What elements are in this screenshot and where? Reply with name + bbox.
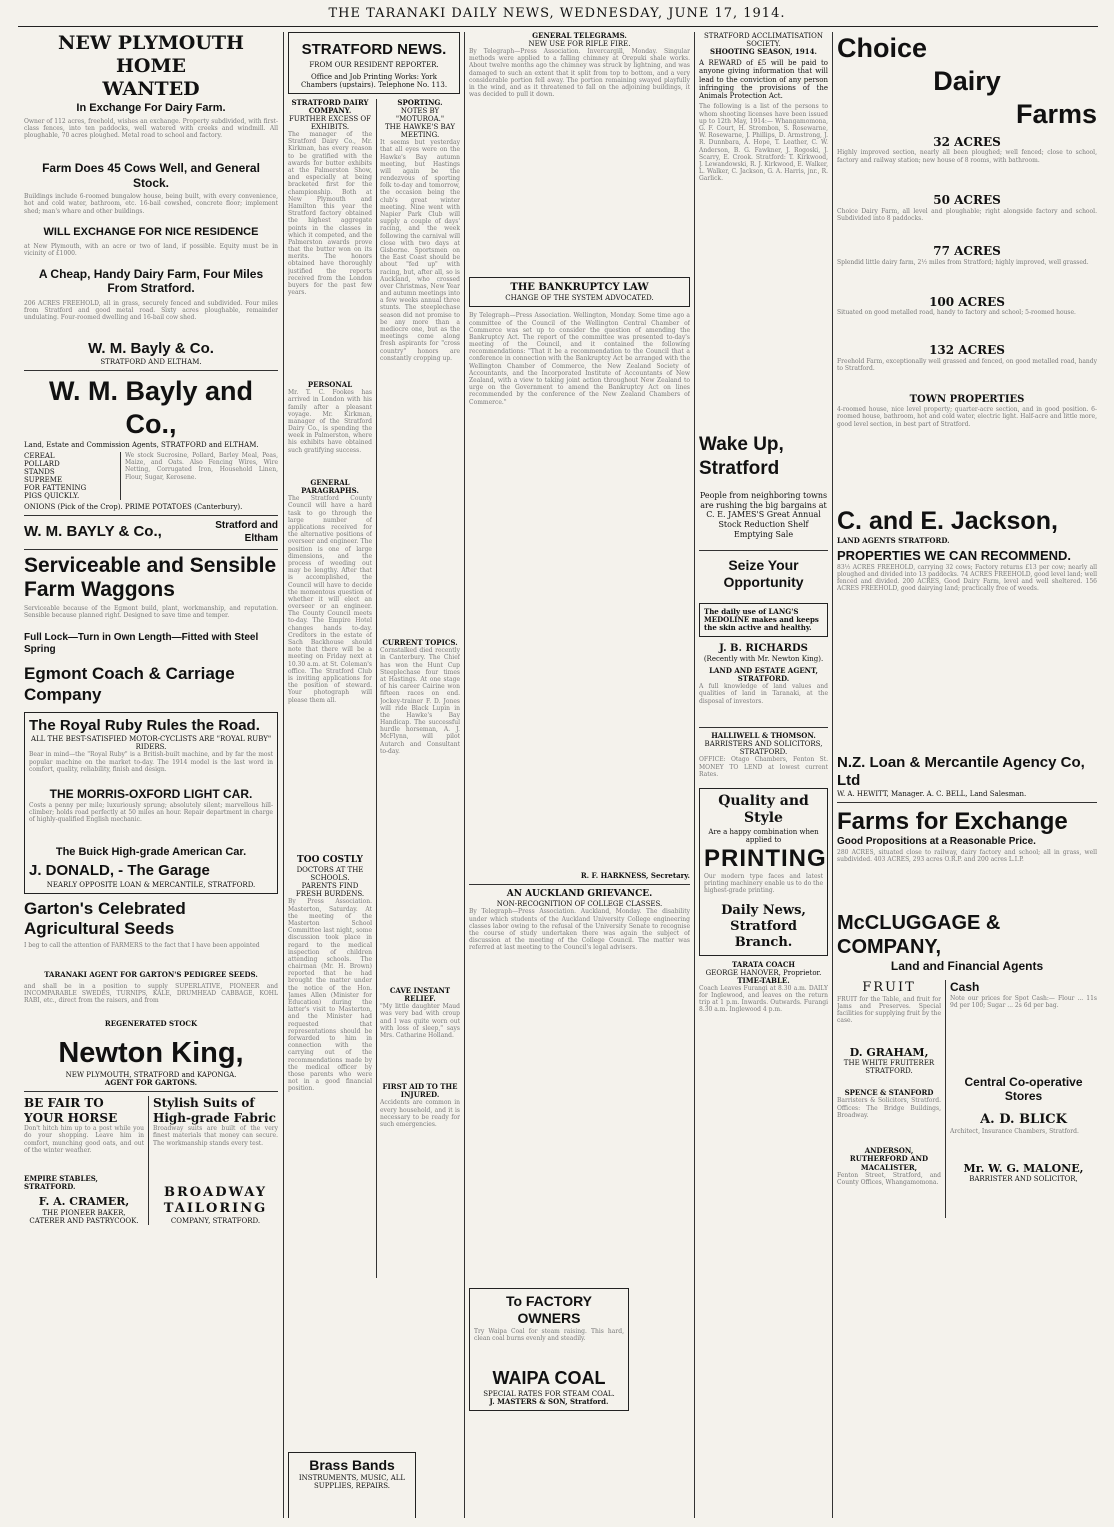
tarata-coach: TARATA COACH xyxy=(731,959,796,969)
dairy-co-sub: FURTHER EXCESS OF EXHIBITS. xyxy=(288,115,371,132)
too-costly: TOO COSTLY xyxy=(297,855,363,866)
timetable: TIME-TABLE. xyxy=(737,975,790,985)
cash: Cash xyxy=(950,980,980,995)
wake-up: Wake Up, Stratford xyxy=(699,434,784,480)
brass-bands: Brass Bands xyxy=(309,1457,395,1473)
cheap-farm-heading: A Cheap, Handy Dairy Farm, Four Miles From Stratford. xyxy=(38,266,264,296)
farm45-body: Buildings include 6-roomed bungalow house, being built, with every convenience, hot and cold water, bathroom, etc. 16-bail cowshed, concrete floor; implement shed; man's whare and other buildings. xyxy=(24,193,278,215)
full-lock: Full Lock—Turn in Own Length—Fitted with Steel Spring xyxy=(24,632,259,656)
bayly-small: W. M. Bayly & Co. xyxy=(88,339,214,357)
dairy: Dairy xyxy=(933,65,1001,96)
malone-sub: BARRISTER AND SOLICITOR, xyxy=(969,1175,1078,1184)
fruit: FRUIT xyxy=(862,980,916,996)
column-3: GENERAL TELEGRAMS. NEW USE FOR RIFLE FIRE. By Telegraph—Press Association. Invercargill, Monday. Singular methods were applied to a falling chimney at Orepuki shale works. About twelve months ago the chimney was struck by lightning, and was damaged to such an extent that it split from top to bottom, and a very considerable portion fell away. The portion remaining swayed playfully in the wind, and as it threatened to fall on the adjoining buildings, it was decided to pull it down. THE BANKRUPTCY LAW CHANGE OF THE SYSTEM ADVOCATED. By Telegraph—Press Association. Wellington, Monday. Some time ago a committee of the Council of the Wellington Central Chamber of Commerce was set up to consider the question of amending the Bankruptcy Act. The report of the committee was presented to-day's meeting of the Council, and it contained the following recommendations: "That it be a recommendation to the Council that a conference in connection with the Bankruptcy Act be arranged with the Wellington Chamber of Commerce, the New Zealand Society of Accountants, and the Incorporated Institute of Accountants of New Zealand, with a view to taking joint action throughout New Zealand to urge on the Government to amend the Bankruptcy Act on lines recommended by the conference of the New Zealand Chambers of Commerce." R. F. HARKNESS, Secretary. AN AUCKLAND GRIEVANCE. NON-RECOGNITION OF COLLEGE CLASSES. By Telegraph—Press Association. Auckland, Monday. The disability under which students of the Auckland University College engineering classes labor owing to the refusal of the University Senate to recognise the course of study undertaken there was again the subject of discussion at the meeting of the College Council. The matter was referred at last meeting to the Council's legal advisers. To FACTORY OWNERS Try Waipa Coal for steam raising. This hard, clean coal burns evenly and steadily. WAIPA COAL SPECIAL RATES FOR STEAM COAL. J. MASTERS & SON, Stratford. xyxy=(469,32,690,1518)
acres-100: 100 ACRES xyxy=(929,294,1005,309)
central-coop: Central Co-operative Stores xyxy=(964,1074,1083,1104)
garton-title: Garton's Celebrated Agricultural Seeds xyxy=(24,898,186,939)
acres-50: 50 ACRES xyxy=(933,193,1001,208)
home-body: Owner of 112 acres, freehold, wishes an exchange. Property subdivided, with first-class fences, into ten paddocks, well watered with creeks and windmill. All ploughable, 70 acres ploughed. Metal road to school and factory. xyxy=(24,117,278,140)
rifle-sub: NEW USE FOR RIFLE FIRE. xyxy=(528,40,631,49)
egmont-coach: Egmont Coach & Carriage Company xyxy=(24,664,235,705)
bayly-big: W. M. Bayly and Co., xyxy=(48,376,254,440)
hawkes-sub: THE HAWKE'S BAY MEETING. xyxy=(385,123,455,140)
exchange-body: at New Plymouth, with an acre or two of land, if possible. Equity must be in vicinity of £1000. xyxy=(24,242,278,257)
home-subtitle: In Exchange For Dairy Farm. xyxy=(76,101,226,114)
land-estate-agent: LAND AND ESTATE AGENT, STRATFORD. xyxy=(709,666,818,684)
hewitt: W. A. HEWITT, Manager. A. C. BELL, Land Salesman. xyxy=(837,790,1027,799)
town-properties: TOWN PROPERTIES xyxy=(909,393,1025,405)
acres-32: 32 ACRES xyxy=(933,134,1001,149)
column-divider xyxy=(832,32,833,1518)
wg-malone: Mr. W. G. MALONE, xyxy=(963,1161,1084,1175)
masters: J. MASTERS & SON, Stratford. xyxy=(489,1396,609,1406)
taranaki-agent: TARANAKI AGENT FOR GARTON'S PEDIGREE SEEDS. xyxy=(44,970,258,980)
column-1: NEW PLYMOUTH HOME WANTED In Exchange For Dairy Farm. Owner of 112 acres, freehold, wishes an exchange. Property subdivided, with first-class fences, into ten paddocks, well watered with creeks and windmill. All ploughable, 70 acres ploughed. Metal road to school and factory. Farm Does 45 Cows Well, and General Stock. Buildings include 6-roomed bungalow house, being built, with every convenience, hot and cold water, bathroom, etc. 16-bail cowshed, concrete floor; implement shed; man's whare and other buildings. WILL EXCHANGE FOR NICE RESIDENCE at New Plymouth, with an acre or two of land, if possible. Equity must be in vicinity of £1000. A Cheap, Handy Dairy Farm, Four Miles From Stratford. 206 ACRES FREEHOLD, all in grass, securely fenced and subdivided. Four miles from Stratford and good metal road. Sixty acres ploughable, remainder undulating. Four-roomed dwelling and 16-bail cow shed. W. M. Bayly & Co. STRATFORD AND ELTHAM. W. M. Bayly and Co., Land, Estate and Commission Agents, STRATFORD and ELTHAM. CEREAL POLLARD STANDS SUPREME FOR FATTENING PIGS QUICKLY. We stock Sucrosine, Pollard, Barley Meal, Peas, Maize, and Oats. Also Fencing Wires, Wire Netting, Corrugated Iron, Household Linen, Flour, Sugar, Kerosene. ONIONS (Pick of the Crop). PRIME POTATOES (Canterbury). W. M. BAYLY & Co., Stratford and Eltham Serviceable and Sensible Farm Waggons Serviceable because of the Egmont build, plant, workmanship, and reputation. Sensible because planned right. Designed to save time and temper. Full Lock—Turn in Own Length—Fitted with Steel Spring Egmont Coach & Carriage Company The Royal Ruby Rules the Road. ALL THE BEST-SATISFIED MOTOR-CYCLISTS ARE "ROYAL RUBY" RIDERS. Bear in mind—the "Royal Ruby" is a British-built machine, and by far the most popular machine on the market to-day. The 1914 model is the last word in comfort, quality, reliability, finish and design. THE MORRIS-OXFORD LIGHT CAR. Costs a penny per mile; luxuriously sprung; absolutely silent; marvellous hill-climber; holds road perfectly at 50 miles an hour. Repair department in charge of highly-qualified English mechanic. The Buick High-grade American Car. J. DONALD, - The Garage NEARLY OPPOSITE LOAN & MERCANTILE, STRATFORD. Garton's Celebrated Agricultural Seeds I beg to call the attention of FARMERS to the fact that I have been appointed TARANAKI AGENT FOR GARTON'S PEDIGREE SEEDS. and shall be in a position to supply SUPERLATIVE, PIONEER and INCOMPARABLE SWEDES, TURNIPS, KALE, DRUMHEAD CABBAGE, KOHL RABI, etc., direct from the raisers, and from REGENERATED STOCK Newton King, NEW PLYMOUTH, STRATFORD and KAPONGA. AGENT FOR GARTONS. BE FAIR TO YOUR HORSE Don't hitch him up to a post while you do your shopping. Leave him in comfort, munching good oats, and out of the winter weather. EMPIRE STABLES, STRATFORD. F. A. CRAMER, THE PIONEER BAKER, CATERER AND PASTRYCOOK. Stylish Suits of High-grade Fabric Broadway suits are built of the very finest materials that money can secure. The workmanship stands every test. BROADWAY TAILORING COMPANY, STRATFORD. xyxy=(24,32,278,1225)
acres-77: 77 ACRES xyxy=(933,244,1001,259)
empire-stables: EMPIRE STABLES, STRATFORD. xyxy=(24,1174,98,1192)
column-2: STRATFORD NEWS. FROM OUR RESIDENT REPORTER. Office and Job Printing Works: York Chambers (upstairs). Telephone No. 113. STRATFORD DAIRY COMPANY. FURTHER EXCESS OF EXHIBITS. The manager of the Stratford Dairy Co., Mr. Kirkman, has every reason to be gratified with the awards for butter exhibits at the Palmerston Show, and especially at being bracketed first for the championship. Both at New Plymouth and Hamilton this year the Stratford factory obtained the highest aggregate points in the classes in which it competed, and the Palmerston awards prove that the butter won on its merits. The honors obtained have thoroughly justified the reports received from the London buyers for the past few years. PERSONAL Mr. T. C. Fookes has arrived in London with his family after a pleasant voyage. Mr. Kirkman, manager of the Stratford Dairy Co., is spending the week in Palmerston, where his exhibits have obtained such gratifying success. GENERAL PARAGRAPHS. The Stratford County Council will have a hard task to go through the large number of applications received for the alternative positions of overseer and engineer. The position is one of large dimensions, and the process of weeding out may be lengthy. After that is accomplished, the Council will have to decide the momentous question of whether it will elect an overseer or an engineer. The County Council meets to-day. The Empire Hotel changes hands to-day. Creditors in the estate of Sach Backhouse should note that there will be a meeting on Friday next at 10.30 a.m. at St. Coleman's office. The Stratford Club is inviting applications for the position of steward. Your photograph will please them all. TOO COSTLY DOCTORS AT THE SCHOOLS. PARENTS FIND FRESH BURDENS. By Press Association. Masterton, Saturday. At the meeting of the Masterton School Committee last night, some discussion took place in regard to the medical inspection of children attending schools. The chairman (Mr. H. Brown) reported that he had brought the matter under the notice of the Hon. James Allen (Minister for Education) during the latter's visit to Masterton, and the Minister had requested that representations should be forwarded to him in connection with the carrying out of the recommendations made by the medical officer by those parents who were not in a good financial position. SPORTING. NOTES BY "MOTUROA." THE HAWKE'S BAY MEETING. It seems but yesterday that all eyes were on the Hawke's Bay autumn meeting, but Hastings will again be the rendezvous of sporting folk to-day and tomorrow, the occasion being the club's great winter meeting. Nine went with Napier Park Club will supply a couple of days' racing, and the week following the carnival will close with two days at Gisborne. Sportsmen on the East Coast should be about "fed up" with racing, but, after all, so is Auckland, who crossed over Christmas, New Year and autumn meetings into a few weeks annual three stunts. The steeplechase season did not promise to be any more than a mediocre one, but as the meetings come along fresh aspirants for "cross country" honors are constantly cropping up. CURRENT TOPICS. Cornstalked died recently in Canterbury. The Chief has won the Hunt Cup Steeplechase four times at Hastings. At one stage of his career Cairine won fifteen races on end. Jockey-trainer F. D. Jones will ride Black Lupin in the Hawke's Bay Handicap. The successful hurdle horseman, A. J. McFlynn, will pilot Autarch and Consultant to-day. CAVE INSTANT RELIEF. "My little daughter Maud was very bad with croup and I was quite worn out with loss of sleep," says Mrs. Catharine Holland. FIRST AID TO THE INJURED. Accidents are common in every household, and it is necessary to be ready for such emergencies. Brass Bands INSTRUMENTS, MUSIC, ALL SUPPLIES, REPAIRS. xyxy=(288,32,460,1518)
ruby-sub: ALL THE BEST-SATISFIED MOTOR-CYCLISTS ARE "ROYAL RUBY" RIDERS. xyxy=(30,735,272,752)
happy-combo: Are a happy combination when applied to xyxy=(708,827,819,844)
printing-ad: Quality and Style Are a happy combination when applied to PRINTING Our modern type faces and latest printing machinery enable us to do the highest-grade printing. Daily News, Stratford Branch. xyxy=(699,788,828,955)
regenerated-stock: REGENERATED STOCK xyxy=(104,1018,198,1028)
column-divider xyxy=(283,32,284,1518)
newton-king: Newton King, xyxy=(58,1036,244,1069)
be-fair: BE FAIR TO YOUR HORSE xyxy=(24,1096,118,1125)
newton-sub: NEW PLYMOUTH, STRATFORD and KAPONGA. xyxy=(65,1070,237,1079)
gen-telegrams: GENERAL TELEGRAMS. xyxy=(532,32,627,40)
exchange-residence: WILL EXCHANGE FOR NICE RESIDENCE xyxy=(43,226,259,239)
farms: Farms xyxy=(1015,98,1097,129)
seize-opportunity: Seize Your Opportunity xyxy=(723,556,804,590)
royal-ruby-ad: The Royal Ruby Rules the Road. ALL THE BEST-SATISFIED MOTOR-CYCLISTS ARE "ROYAL RUBY" RIDERS. Bear in mind—the "Royal Ruby" is a British-built machine, and by far the most popular machine on the market to-day. The 1914 model is the last word in comfort, quality, reliability, finish and design. THE MORRIS-OXFORD LIGHT CAR. Costs a penny per mile; luxuriously sprung; absolutely silent; marvellous hill-climber; holds road perfectly at 50 miles an hour. Repair department in charge of highly-qualified English mechanic. The Buick High-grade American Car. J. DONALD, - The Garage NEARLY OPPOSITE LOAN & MERCANTILE, STRATFORD. xyxy=(24,712,278,894)
mccl-sub: Land and Financial Agents xyxy=(890,959,1044,974)
doctors-sub: DOCTORS AT THE SCHOOLS. xyxy=(296,866,364,883)
parents-sub: PARENTS FIND FRESH BURDENS. xyxy=(295,882,365,899)
stylish-suits: Stylish Suits of High-grade Fabric xyxy=(153,1096,276,1125)
ad-blick: A. D. BLICK xyxy=(980,1111,1067,1127)
jackson-sub: LAND AGENTS STRATFORD. xyxy=(837,535,950,545)
cramer-sub: THE PIONEER BAKER, CATERER AND PASTRYCOOK. xyxy=(29,1208,139,1225)
waipa-sub: SPECIAL RATES FOR STEAM COAL. xyxy=(483,1389,615,1398)
buick-car: The Buick High-grade American Car. xyxy=(55,845,247,858)
sporting-heading: SPORTING. xyxy=(397,97,443,107)
ce-jackson: C. and E. Jackson, xyxy=(837,507,1058,536)
bayly-stock: We stock Sucrosine, Pollard, Barley Meal, Peas, Maize, and Oats. Also Fencing Wires, Wire Netting, Corrugated Iron, Household Linen, Flour, Sugar, Kerosene. xyxy=(120,452,278,500)
donald-sub: NEARLY OPPOSITE LOAN & MERCANTILE, STRATFORD. xyxy=(46,880,256,889)
personal-heading: PERSONAL xyxy=(307,380,353,390)
printing: PRINTING xyxy=(704,844,827,872)
office-line: Office and Job Printing Works: York Chambers (upstairs). Telephone No. 113. xyxy=(300,72,448,89)
bayly-line: W. M. BAYLY & Co., xyxy=(24,523,162,541)
mccluggage: McCLUGGAGE & COMPANY, xyxy=(837,911,1001,959)
morris-oxford: THE MORRIS-OXFORD LIGHT CAR. xyxy=(49,787,253,802)
cereal-list: CEREAL POLLARD STANDS SUPREME FOR FATTENING PIGS QUICKLY. xyxy=(24,452,87,501)
first-aid: FIRST AID TO THE INJURED. xyxy=(382,1082,458,1100)
barristers: BARRISTERS AND SOLICITORS, STRATFORD. xyxy=(704,740,823,757)
broadway-sub: COMPANY, STRATFORD. xyxy=(170,1217,261,1225)
waggons-body: Serviceable because of the Egmont build, plant, workmanship, and reputation. Sensible because planned right. Designed to save time and temper. xyxy=(24,605,278,620)
stratford-news-title: STRATFORD NEWS. xyxy=(301,41,447,58)
anderson: ANDERSON, RUTHERFORD AND MACALISTER, xyxy=(849,1146,929,1172)
ruby-title: The Royal Ruby Rules the Road. xyxy=(29,716,260,734)
home-wanted: WANTED xyxy=(102,78,200,101)
waipa-coal: WAIPA COAL xyxy=(492,1367,606,1388)
column-5: Choice Dairy Farms 32 ACRES Highly improved section, nearly all been ploughed; well fenced; close to school, factory and railway station; new house of 8 rooms, with bathroom. 50 ACRES Choice Dairy Farm, all level and ploughable; right alongside factory and school. Subdivided into 8 paddocks. 77 ACRES Splendid little dairy farm, 2½ miles from Stratford; highly improved, well grassed. 100 ACRES Situated on good metalled road, handy to factory and school; 5-roomed house. 132 ACRES Freehold Farm, exceptionally well grassed and fenced, on good metalled road, handy to Stratford. TOWN PROPERTIES 4-roomed house, nice level property; quarter-acre section, and in good position. 6-roomed house, bathroom, hot and cold water, electric light. Half-acre and little more, good level section, in best part of Stratford. C. and E. Jackson, LAND AGENTS STRATFORD. PROPERTIES WE CAN RECOMMEND. 83½ ACRES FREEHOLD, carrying 32 cows; Factory returns £13 per cow; nearly all ploughed and divided into 13 paddocks. 74 ACRES FREEHOLD, good level land; well fenced and divided. 200 ACRES, Good Dairy Farm, level and well sheltered. 156 ACRES FREEHOLD, good dairying land; practically free of weeds. N.Z. Loan & Mercantile Agency Co, Ltd W. A. HEWITT, Manager. A. C. BELL, Land Salesman. Farms for Exchange Good Propositions at a Reasonable Price. 280 ACRES, situated close to railway, dairy factory and school; all in grass, well subdivided. 403 ACRES, 293 acres O.R.P. and 200 acres L.I.P. McCLUGGAGE & COMPANY, Land and Financial Agents FRUIT FRUIT for the Table, and fruit for Jams and Preserves. Special facilities for supplying fruit by the case. D. GRAHAM, THE WHITE FRUITERER STRATFORD. SPENCE & STANFORD Barristers & Solicitors, Stratford. Offices: The Bridge Buildings, Broadway. ANDERSON, RUTHERFORD AND MACALISTER, Fenton Street, Stratford, and County Offices, Whangamomona. Cash Note our prices for Spot Cash:— Flour ... 11s 9d per 100; Sugar ... 2s 6d per bag. Central Co-operative Stores A. D. BLICK Architect, Insurance Chambers, Stratford. Mr. W. G. MALONE, BARRISTER AND SOLICITOR, xyxy=(837,32,1097,1518)
people-rushing: People from neighboring towns are rushing the big bargains at C. E. JAMES'S Great Annual Stock Reduction Shelf Emptying Sale xyxy=(699,490,828,539)
brass-sub: INSTRUMENTS, MUSIC, ALL SUPPLIES, REPAIRS. xyxy=(298,1474,406,1491)
farm45-heading: Farm Does 45 Cows Well, and General Stock. xyxy=(42,160,260,190)
dairy-co-heading: STRATFORD DAIRY COMPANY. xyxy=(291,97,369,115)
bayly-line-sub: Stratford and Eltham xyxy=(215,520,278,544)
halliwell: HALLIWELL & THOMSON. xyxy=(711,731,816,741)
farms-exchange: Farms for Exchange xyxy=(837,808,1068,836)
daily-news-branch: Daily News, Stratford Branch. xyxy=(721,902,806,950)
general-paragraphs: GENERAL PARAGRAPHS. xyxy=(301,478,359,496)
moturoa-sub: NOTES BY "MOTUROA." xyxy=(395,106,445,124)
graham: D. GRAHAM, xyxy=(849,1045,929,1059)
acres-132: 132 ACRES xyxy=(929,343,1005,358)
bankruptcy-sub: CHANGE OF THE SYSTEM ADVOCATED. xyxy=(505,294,654,303)
broadway: BROADWAY TAILORING xyxy=(163,1185,268,1217)
choice: Choice xyxy=(837,33,928,63)
grievance-sub: NON-RECOGNITION OF COLLEGE CLASSES. xyxy=(496,900,663,909)
quality-style: Quality and Style xyxy=(718,793,809,827)
reward-notice: A REWARD of £5 will be paid to anyone giving information that will lead to the conviction of any person infringing the provisions of the Animals Protection Act. xyxy=(699,59,828,101)
spence-stanford: SPENCE & STANFORD xyxy=(844,1088,934,1098)
harkness: R. F. HARKNESS, Secretary. xyxy=(580,871,690,881)
recommend: PROPERTIES WE CAN RECOMMEND. xyxy=(837,547,1072,563)
graham-sub: THE WHITE FRUITERER STRATFORD. xyxy=(843,1059,935,1076)
bayly-agents: Land, Estate and Commission Agents, STRATFORD and ELTHAM. xyxy=(24,441,259,450)
richards-sub: (Recently with Mr. Newton King). xyxy=(703,655,824,664)
waggons-title: Serviceable and Sensible Farm Waggons xyxy=(24,553,277,601)
good-propositions: Good Propositions at a Reasonable Price. xyxy=(837,836,1036,848)
brass-bands-ad xyxy=(288,1452,416,1518)
bankruptcy-law: THE BANKRUPTCY LAW xyxy=(510,282,649,294)
waipa-coal-ad: To FACTORY OWNERS Try Waipa Coal for steam raising. This hard, clean coal burns evenly and steadily. WAIPA COAL SPECIAL RATES FOR STEAM COAL. J. MASTERS & SON, Stratford. xyxy=(469,1288,629,1410)
jb-richards: J. B. RICHARDS xyxy=(719,642,808,654)
bayly-small-sub: STRATFORD AND ELTHAM. xyxy=(100,358,202,367)
cave-relief: CAVE INSTANT RELIEF. xyxy=(389,986,451,1004)
accl-society: STRATFORD ACCLIMATISATION SOCIETY. xyxy=(704,32,823,49)
stratford-news-sub: FROM OUR RESIDENT REPORTER. xyxy=(309,61,439,70)
nz-loan: N.Z. Loan & Mercantile Agency Co, Ltd xyxy=(837,753,1085,789)
masthead: THE TARANAKI DAILY NEWS, WEDNESDAY, JUNE 17, 1914. xyxy=(328,6,786,21)
cheap-farm-body: 206 ACRES FREEHOLD, all in grass, securely fenced and subdivided. Four miles from Stratford and good metal road. Sixty acres ploughable, remainder undulating. Four-roomed dwelling and 16-bail cow shed. xyxy=(24,299,278,322)
factory-owners: To FACTORY OWNERS xyxy=(505,1293,593,1327)
column-divider xyxy=(464,32,465,1518)
donald-garage: J. DONALD, - The Garage xyxy=(29,862,210,880)
newton-agent: AGENT FOR GARTONS. xyxy=(104,1077,198,1087)
column-divider xyxy=(694,32,695,1518)
column-4: STRATFORD ACCLIMATISATION SOCIETY. SHOOTING SEASON, 1914. A REWARD of £5 will be paid to anyone giving information that will lead to the conviction of any person infringing the provisions of the Animals Protection Act. The following is a list of the persons to whom shooting licenses have been issued up to 12th May, 1914:— Whangamomona, G. F. Court, H. Strombon, S. Rosewarne, W. Rosewarne, J. Phillips, D. Armstrong, J. R. Dunnbara, A. Hope, T. Leather, C. W. Anderson, B. G. Fawkner, J. Rogoski, J. Scarry, E. Crook. Stratford: T. Kirkwood, J. Lewandowski, R. J. Kirkwood, E. Walker, L. Walker, C. Jackson, G. A. Harris, jnr., R. Garlick. Wake Up, Stratford People from neighboring towns are rushing the big bargains at C. E. JAMES'S Great Annual Stock Reduction Shelf Emptying Sale Seize Your Opportunity The daily use of LANG'S MEDOLINE makes and keeps the skin active and healthy. J. B. RICHARDS (Recently with Mr. Newton King). LAND AND ESTATE AGENT, STRATFORD. A full knowledge of land values and qualities of land in Taranaki, at the disposal of investors. HALLIWELL & THOMSON. BARRISTERS AND SOLICITORS, STRATFORD. OFFICE: Otago Chambers, Fenton St. MONEY TO LEND at lowest current Rates. Quality and Style Are a happy combination when applied to PRINTING Our modern type faces and latest printing machinery enable us to do the highest-grade printing. Daily News, Stratford Branch. TARATA COACH GEORGE HANOVER, Proprietor. TIME-TABLE. Coach Leaves Furangi at 8.30 a.m. DAILY for Inglewood, and leaves on the return trip at 1 p.m. Inwards. Outwards. Furangi 8.30 a.m. Inglewood 4 p.m. xyxy=(699,32,828,1014)
auckland-grievance: AN AUCKLAND GRIEVANCE. xyxy=(506,889,653,900)
hanover: GEORGE HANOVER, Proprietor. xyxy=(705,968,822,977)
langs-medoline: The daily use of LANG'S MEDOLINE makes and keeps the skin active and healthy. xyxy=(704,606,819,632)
shooting-season: SHOOTING SEASON, 1914. xyxy=(710,47,817,57)
onions-line: ONIONS (Pick of the Crop). PRIME POTATOES (Canterbury). xyxy=(24,503,243,512)
top-rule xyxy=(18,26,1098,27)
current-topics: CURRENT TOPICS. xyxy=(382,638,458,648)
cramer: F. A. CRAMER, xyxy=(38,1195,130,1209)
home-title: NEW PLYMOUTH HOME xyxy=(57,32,245,78)
